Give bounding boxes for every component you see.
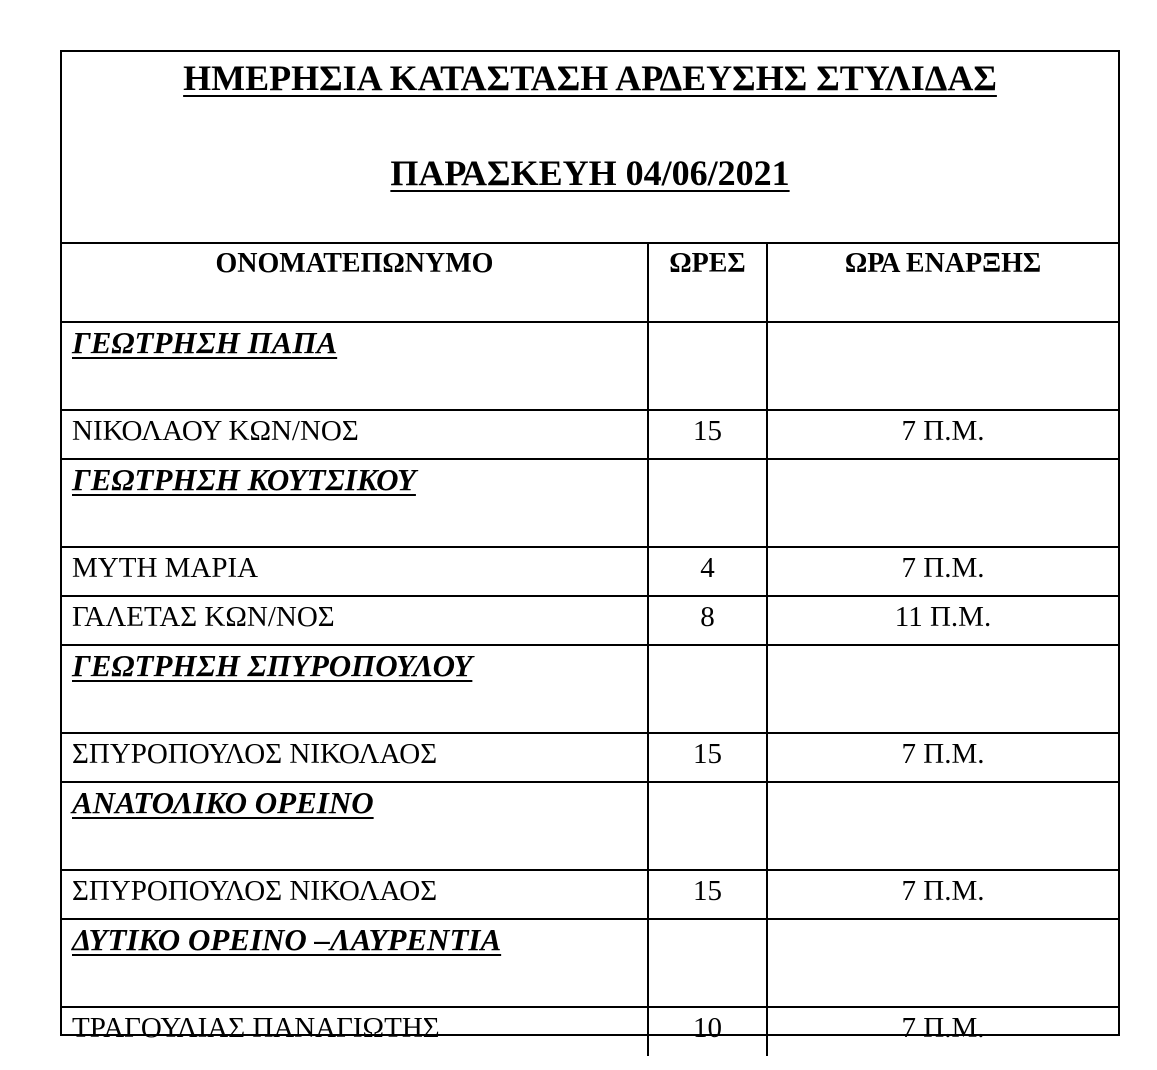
table-header-row (62, 244, 1118, 322)
title-block (62, 52, 1118, 244)
section-name: ΑΝΑΤΟΛΙΚΟ ΟΡΕΙΝΟ (62, 782, 648, 870)
header-start-time: ΩΡΑ ΕΝΑΡΞΗΣ (767, 244, 1118, 322)
person-hours: 15 (648, 733, 767, 782)
person-name: ΤΡΑΓΟΥΛΙΑΣ ΠΑΝΑΓΙΩΤΗΣ (62, 1007, 648, 1056)
irrigation-schedule-document (60, 50, 1120, 1044)
section-hours-empty (648, 459, 767, 547)
person-start-time: 7 Π.Μ. (767, 1007, 1118, 1056)
header-hours: ΩΡΕΣ (648, 244, 767, 322)
section-start-empty (767, 645, 1118, 733)
person-start-time: 11 Π.Μ. (767, 596, 1118, 645)
table-row (62, 870, 1118, 919)
document-title: ΗΜΕΡΗΣΙΑ ΚΑΤΑΣΤΑΣΗ ΑΡΔΕΥΣΗΣ ΣΤΥΛΙΔΑΣ (183, 58, 997, 98)
section-name: ΓΕΩΤΡΗΣΗ ΚΟΥΤΣΙΚΟΥ (62, 459, 648, 547)
person-name: ΜΥΤΗ ΜΑΡΙΑ (62, 547, 648, 596)
section-name: ΓΕΩΤΡΗΣΗ ΣΠΥΡΟΠΟΥΛΟΥ (62, 645, 648, 733)
person-name: ΣΠΥΡΟΠΟΥΛΟΣ ΝΙΚΟΛΑΟΣ (62, 870, 648, 919)
section-row (62, 919, 1118, 1007)
section-row (62, 322, 1118, 410)
section-hours-empty (648, 645, 767, 733)
table-row (62, 733, 1118, 782)
document-date: ΠΑΡΑΣΚΕΥΗ 04/06/2021 (390, 153, 790, 193)
section-start-empty (767, 322, 1118, 410)
section-hours-empty (648, 919, 767, 1007)
schedule-table (62, 244, 1118, 1056)
section-start-empty (767, 459, 1118, 547)
person-hours: 8 (648, 596, 767, 645)
section-start-empty (767, 782, 1118, 870)
section-hours-empty (648, 782, 767, 870)
section-row (62, 782, 1118, 870)
table-row (62, 547, 1118, 596)
person-hours: 10 (648, 1007, 767, 1056)
person-start-time: 7 Π.Μ. (767, 410, 1118, 459)
person-start-time: 7 Π.Μ. (767, 870, 1118, 919)
section-row (62, 459, 1118, 547)
person-name: ΓΑΛΕΤΑΣ ΚΩΝ/ΝΟΣ (62, 596, 648, 645)
section-name: ΓΕΩΤΡΗΣΗ ΠΑΠΑ (62, 322, 648, 410)
person-start-time: 7 Π.Μ. (767, 547, 1118, 596)
person-hours: 15 (648, 410, 767, 459)
person-hours: 4 (648, 547, 767, 596)
person-hours: 15 (648, 870, 767, 919)
section-start-empty (767, 919, 1118, 1007)
section-name: ΔΥΤΙΚΟ ΟΡΕΙΝΟ –ΛΑΥΡΕΝΤΙΑ (62, 919, 648, 1007)
table-row (62, 410, 1118, 459)
table-row (62, 596, 1118, 645)
header-name: ΟΝΟΜΑΤΕΠΩΝΥΜΟ (215, 248, 494, 279)
person-name: ΝΙΚΟΛΑΟΥ ΚΩΝ/ΝΟΣ (62, 410, 648, 459)
person-start-time: 7 Π.Μ. (767, 733, 1118, 782)
person-name: ΣΠΥΡΟΠΟΥΛΟΣ ΝΙΚΟΛΑΟΣ (62, 733, 648, 782)
table-row (62, 1007, 1118, 1056)
section-row (62, 645, 1118, 733)
section-hours-empty (648, 322, 767, 410)
